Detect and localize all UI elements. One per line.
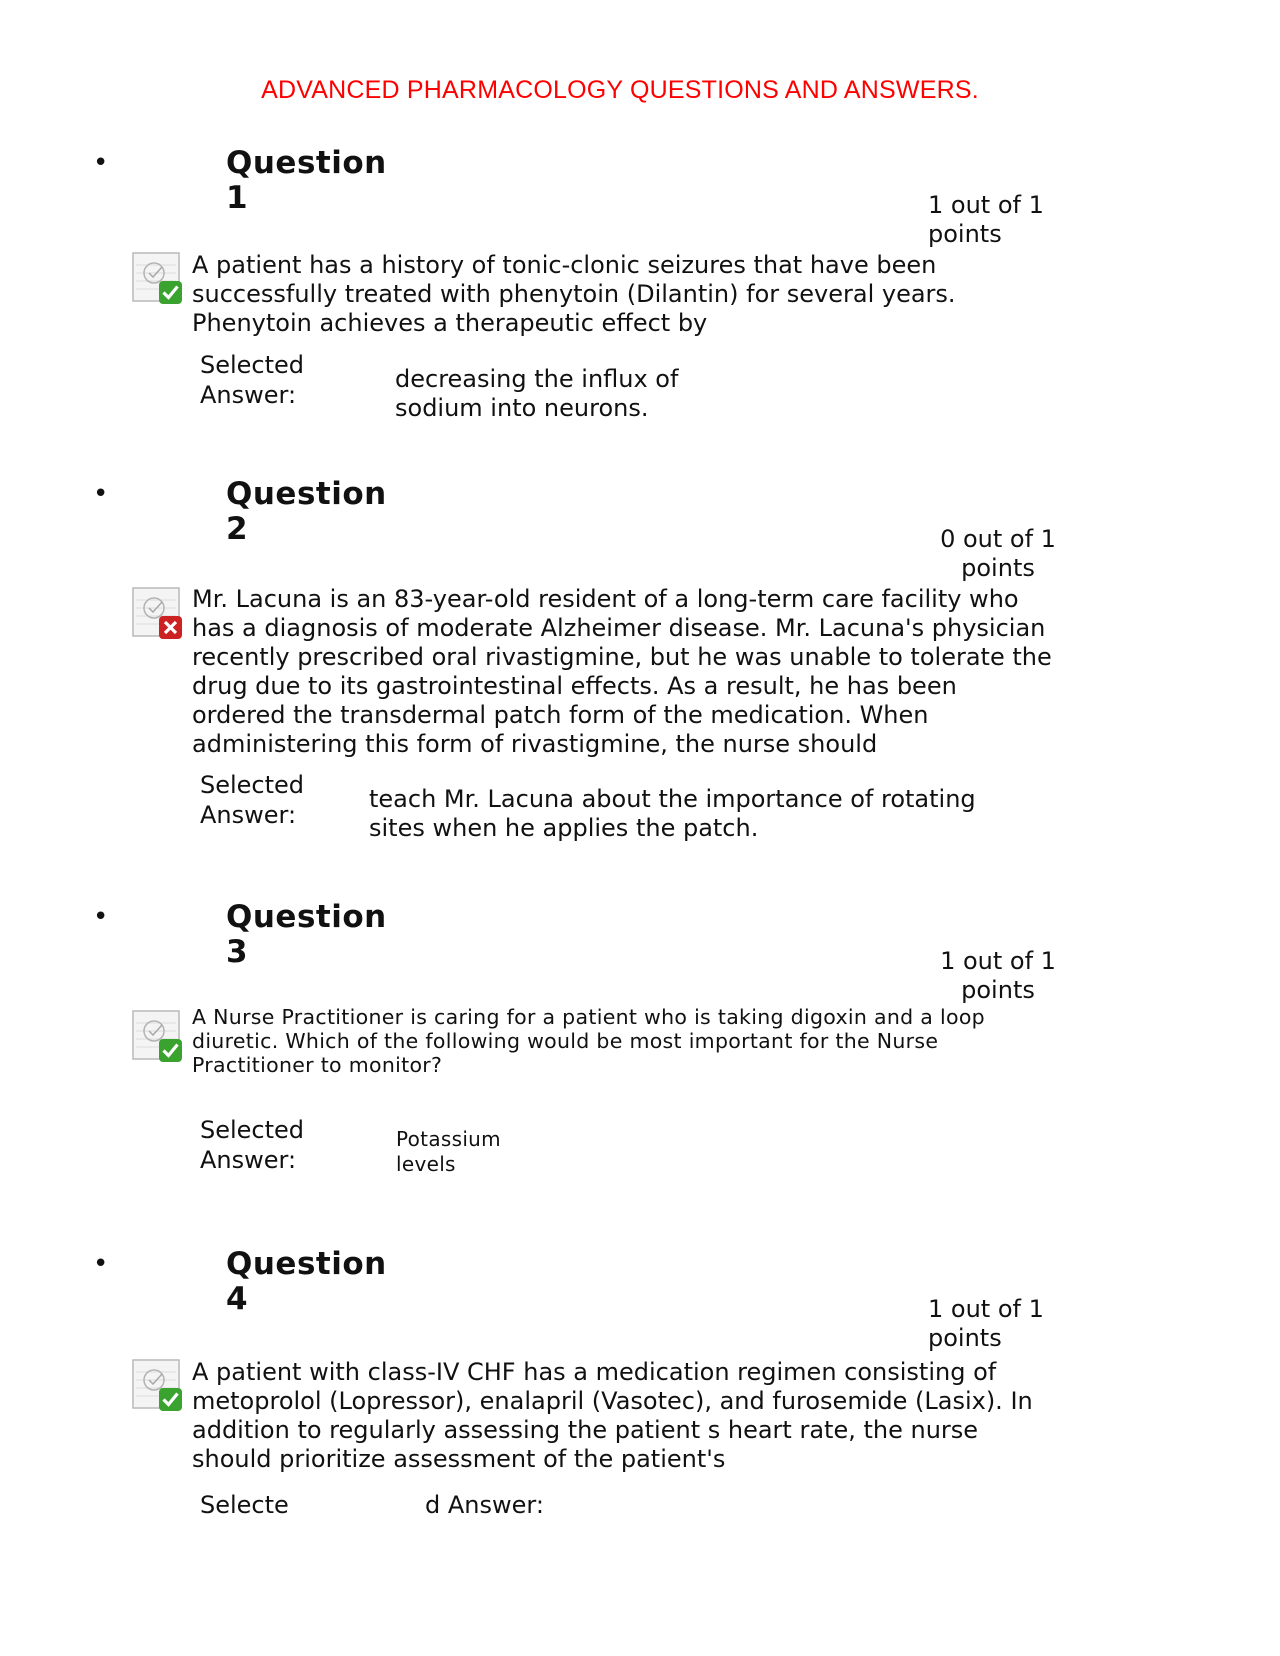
points-score: 0 out of 1 points [940, 525, 1056, 582]
question-heading [226, 900, 426, 970]
question-text: A patient has a history of tonic-clonic seizures that have been successfully treated with phenytoin (Dilantin) for several years. Phenytoin achieves a therapeutic effect by [192, 251, 956, 337]
question-text: A Nurse Practitioner is caring for a patient who is taking digoxin and a loop diuretic. Which of the following would be most important for the Nurse Practitioner to monitor? [192, 1005, 985, 1077]
points-score: 1 out of 1 points [928, 1295, 1044, 1352]
bullet: • [93, 1249, 109, 1279]
question-word: Question [226, 476, 387, 512]
selected-answer-value: teach Mr. Lacuna about the importance of rotating sites when he applies the patch. [369, 785, 976, 842]
selected-answer-label: Selected Answer: [200, 351, 305, 409]
incorrect-x-icon [130, 586, 186, 642]
question-heading [226, 1247, 426, 1317]
selected-answer-label: Selected Answer: [200, 771, 305, 829]
selected-answer-label-start: Selecte [200, 1491, 289, 1519]
question-number: 4 [226, 1281, 249, 1317]
points-score: 1 out of 1 points [940, 947, 1056, 1004]
question-number: 1 [226, 180, 249, 216]
question-number: 2 [226, 511, 249, 547]
selected-answer-value: decreasing the influx of sodium into neurons. [395, 365, 679, 422]
bullet: • [93, 148, 109, 178]
question-text: Mr. Lacuna is an 83-year-old resident of a long-term care facility who has a diagnosis of moderate Alzheimer disease. Mr. Lacuna's physician recently prescribed oral rivastigmine, but he was unable to tolerate the drug due to its gastrointestinal effects. As a result, he has been ordered the transdermal patch form of the medication. When administering this form of rivastigmine, the nurse should [192, 585, 1052, 758]
bullet: • [93, 479, 109, 509]
question-word: Question [226, 145, 387, 181]
correct-check-icon [130, 251, 186, 307]
question-number: 3 [226, 934, 249, 970]
question-heading [226, 146, 426, 216]
correct-check-icon [130, 1358, 186, 1414]
question-heading [226, 477, 426, 547]
bullet: • [93, 902, 109, 932]
correct-check-icon [130, 1009, 186, 1065]
document-title: ADVANCED PHARMACOLOGY QUESTIONS AND ANSWERS. [261, 76, 979, 104]
question-word: Question [226, 1246, 387, 1282]
selected-answer-value: Potassium levels [396, 1127, 501, 1176]
points-score: 1 out of 1 points [928, 191, 1044, 248]
selected-answer-label-end: d Answer: [425, 1491, 544, 1519]
selected-answer-label: Selected Answer: [200, 1116, 305, 1174]
question-word: Question [226, 899, 387, 935]
question-text: A patient with class-IV CHF has a medication regimen consisting of metoprolol (Lopressor), enalapril (Vasotec), and furosemide (Lasix). In addition to regularly assessing the patient s heart rate, the nurse should prioritize assessment of the patient's [192, 1358, 1033, 1473]
